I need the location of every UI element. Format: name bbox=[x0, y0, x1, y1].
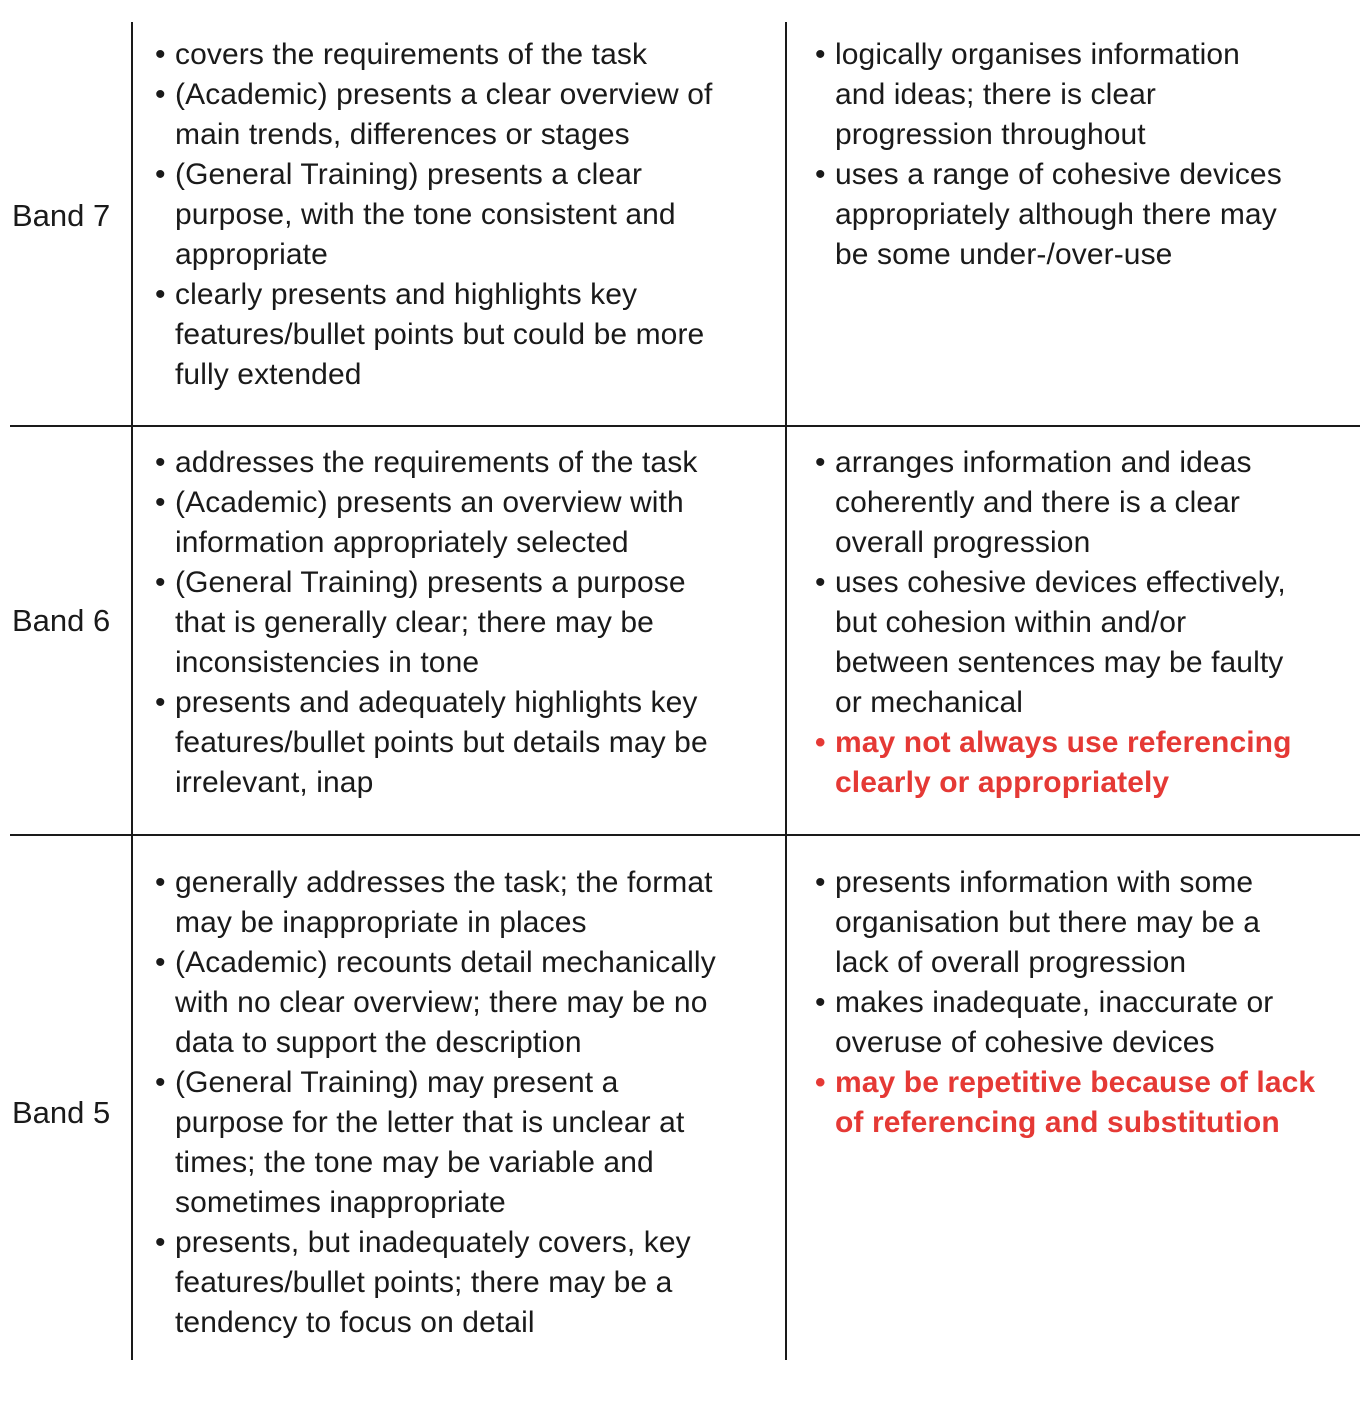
list-item: • logically organises information and ideas; there is clear progression throughout bbox=[815, 35, 1355, 155]
list-item: • clearly presents and highlights key features/bullet points but could be more fully extended bbox=[155, 275, 775, 395]
band-5-task-achievement bbox=[155, 863, 775, 1343]
list-item-highlighted: • may not always use referencing clearly or appropriately bbox=[815, 723, 1355, 803]
horizontal-divider-2 bbox=[10, 834, 1360, 836]
list-item: • uses cohesive devices effectively, but cohesion within and/or between sentences may be faulty or mechanical bbox=[815, 563, 1355, 723]
band-6-coherence-cohesion bbox=[815, 443, 1355, 803]
band-7-label: Band 7 bbox=[12, 198, 111, 233]
band-5-label: Band 5 bbox=[12, 1095, 111, 1130]
list-item: • presents, but inadequately covers, key features/bullet points; there may be a tendency to focus on detail bbox=[155, 1223, 775, 1343]
list-item: • makes inadequate, inaccurate or overuse of cohesive devices bbox=[815, 983, 1355, 1063]
band-6-label: Band 6 bbox=[12, 603, 111, 638]
list-item: • addresses the requirements of the task bbox=[155, 443, 775, 483]
list-item: • covers the requirements of the task bbox=[155, 35, 775, 75]
vertical-divider-1 bbox=[131, 22, 133, 1360]
list-item: • (Academic) presents an overview with information appropriately selected bbox=[155, 483, 775, 563]
list-item: • arranges information and ideas coherently and there is a clear overall progression bbox=[815, 443, 1355, 563]
list-item: • (General Training) presents a clear purpose, with the tone consistent and appropriate bbox=[155, 155, 775, 275]
list-item: • (Academic) presents a clear overview of main trends, differences or stages bbox=[155, 75, 775, 155]
list-item: • (Academic) recounts detail mechanically with no clear overview; there may be no data to support the description bbox=[155, 943, 775, 1063]
list-item: • generally addresses the task; the format may be inappropriate in places bbox=[155, 863, 775, 943]
list-item-highlighted: • may be repetitive because of lack of referencing and substitution bbox=[815, 1063, 1355, 1143]
list-item: • (General Training) presents a purpose that is generally clear; there may be inconsistencies in tone bbox=[155, 563, 775, 683]
list-item: • presents information with some organisation but there may be a lack of overall progression bbox=[815, 863, 1355, 983]
band-6-task-achievement bbox=[155, 443, 775, 803]
list-item: • uses a range of cohesive devices appropriately although there may be some under-/over-use bbox=[815, 155, 1355, 275]
list-item: • presents and adequately highlights key features/bullet points but details may be irrelevant, inap bbox=[155, 683, 775, 803]
band-7-coherence-cohesion bbox=[815, 35, 1355, 275]
vertical-divider-2 bbox=[785, 22, 787, 1360]
band-7-task-achievement bbox=[155, 35, 775, 395]
list-item: • (General Training) may present a purpose for the letter that is unclear at times; the tone may be variable and sometimes inappropriate bbox=[155, 1063, 775, 1223]
band-5-coherence-cohesion bbox=[815, 863, 1355, 1143]
horizontal-divider-1 bbox=[10, 425, 1360, 427]
